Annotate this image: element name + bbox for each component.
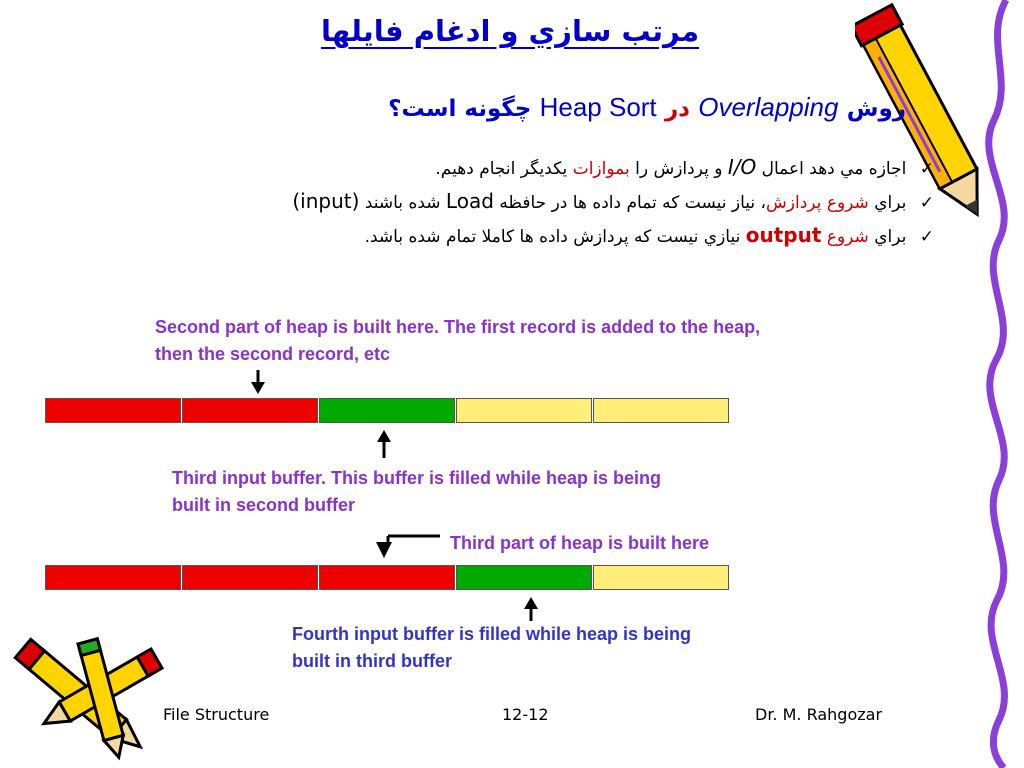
list-item [134,223,934,247]
bullet-text: بموازات [572,159,630,179]
buffer-cell [319,565,455,590]
bullet-text: I/O [727,155,757,179]
buffer-cell [182,565,318,590]
caption-fourth-input [292,621,691,675]
bullet-text: نيازي نيست که پردازش داده ها کاملا تمام شده باشد. [364,227,741,247]
bullet-text: براي [874,193,907,213]
buffer-cell [45,398,181,423]
check-icon: ✓ [919,193,934,213]
subtitle-word: در [664,96,690,122]
buffer-cell [456,398,592,423]
check-icon: ✓ [919,227,934,247]
caption-line: then the second record, etc [155,344,391,364]
bullet-text: و پردازش را [635,159,723,179]
arrow-up-icon [522,597,540,621]
caption-line: Fourth input buffer is filled while heap is being [292,624,692,644]
buffer-cell [593,398,729,423]
subtitle-overlapping: Overlapping [698,92,839,122]
caption-second-part [155,314,760,368]
caption-third-input [172,465,661,519]
buffer-cell [182,398,318,423]
arrow-down-icon [249,370,267,396]
bullet-text: يکديگر انجام دهيم. [435,159,568,179]
bullet-text: ، نياز نيست که تمام داده ها در حافظه [499,193,767,213]
footer-page-number: 12-12 [502,705,549,724]
subtitle-question: چگونه است؟ [388,96,532,122]
caption-line: Second part of heap is built here. The first record is added to the heap, [155,317,761,337]
bullet-text: Load [445,189,494,213]
list-item [134,155,934,179]
bullet-text: اجازه مي دهد اعمال [761,159,907,179]
arrow-down-icon [372,532,442,562]
subtitle [388,92,906,123]
bullet-text: براي [874,227,907,247]
buffer-cell [593,565,729,590]
caption-line: built in third buffer [292,651,452,671]
bullet-text: output [745,223,822,247]
subtitle-word: روش [846,96,906,122]
buffer-cell [456,565,592,590]
page-title: مرتب سازي و ادغام فايلها [320,14,700,48]
caption-line: built in second buffer [172,495,355,515]
arrow-up-icon [375,430,393,458]
check-icon: ✓ [919,159,934,179]
bullet-text: شروع پردازش [766,193,869,213]
pencil-icon [0,615,175,765]
footer-author: Dr. M. Rahgozar [755,705,883,724]
bullet-text: شروع [826,227,869,247]
list-item [134,189,934,213]
caption-line: Third input buffer. This buffer is filled while heap is being [172,468,662,488]
bullet-list [134,155,934,257]
buffer-cell [45,565,181,590]
footer-left: File Structure [163,705,270,724]
caption-third-part: Third part of heap is built here [450,533,710,553]
subtitle-heap-sort: Heap Sort [539,92,657,122]
bullet-text: (input) [292,189,360,213]
bullet-text: شده باشند [364,193,441,213]
buffer-cell [319,398,455,423]
